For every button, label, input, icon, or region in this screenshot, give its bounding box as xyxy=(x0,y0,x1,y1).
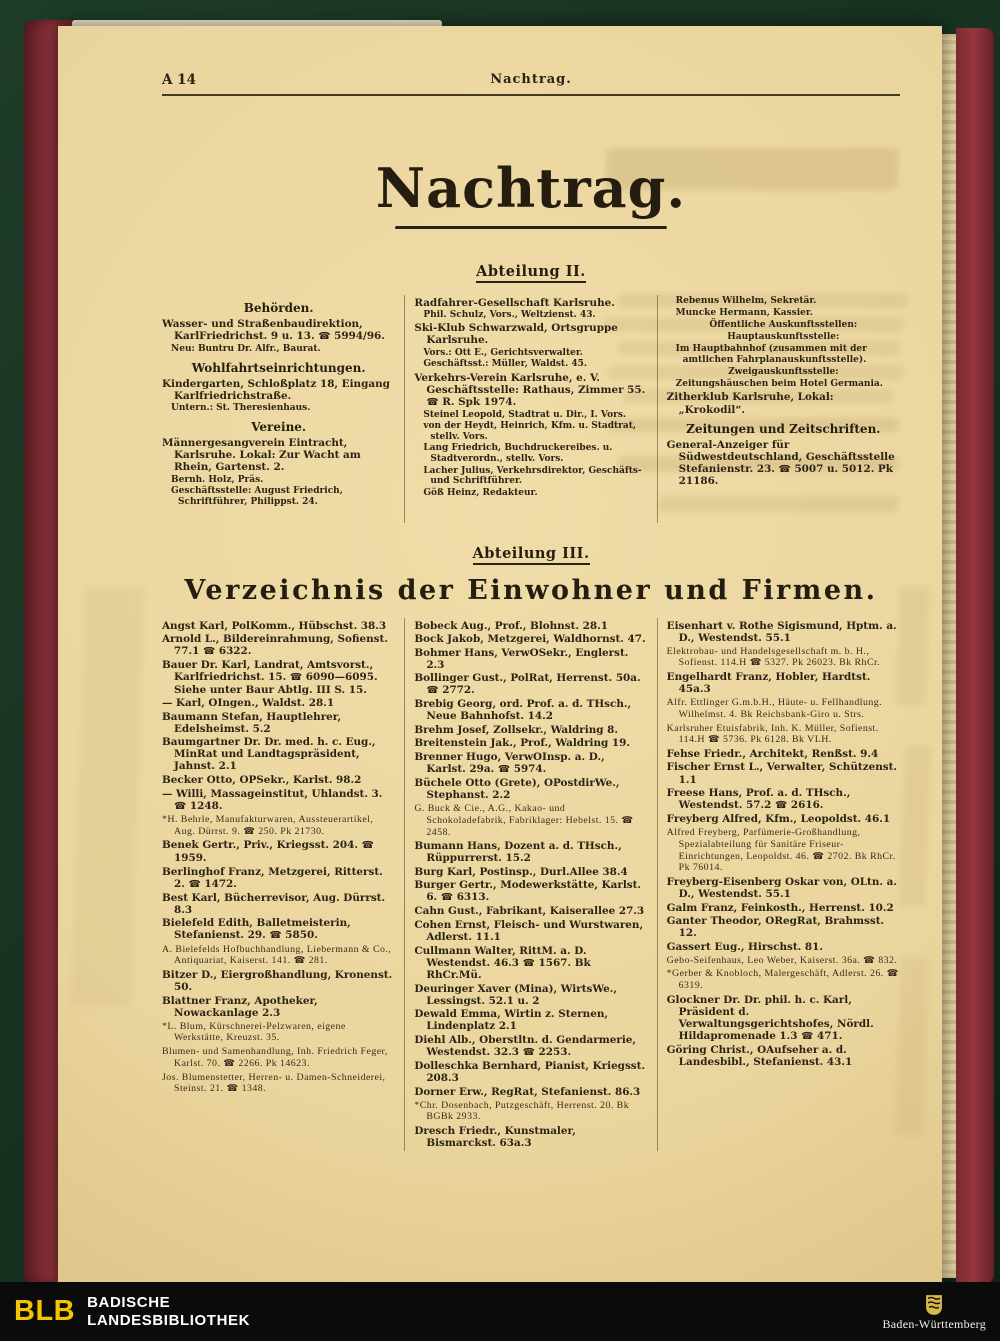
phone-icon: ☎ xyxy=(621,814,634,826)
section-3-column-3 xyxy=(657,618,900,1151)
column-heading: Wohlfahrtseinrichtungen. xyxy=(191,360,366,375)
directory-entry: Arnold L., Bildereinrahmung, Sofienst. 77.1 ☎ 6322. xyxy=(162,633,388,658)
running-head: Nachtrag. xyxy=(490,72,572,87)
directory-entry: Fischer Ernst L., Verwalter, Schützenst. 1.1 xyxy=(666,761,898,786)
phone-icon: ☎ xyxy=(863,954,876,966)
page-header xyxy=(162,72,900,90)
directory-entry: Freyberg Alfred, Kfm., Leopoldst. 46.1 xyxy=(666,813,891,826)
directory-entry: Breitenstein Jak., Prof., Waldring 19. xyxy=(414,737,631,750)
directory-entry: Zeitungshäuschen beim Hotel Germania. xyxy=(675,379,883,390)
directory-entry: Burg Karl, Postinsp., Durl.Allee 38.4 xyxy=(414,865,628,878)
section-3-heading-row xyxy=(162,543,900,565)
directory-entry: Galm Franz, Feinkosth., Herrenst. 10.2 xyxy=(666,901,894,914)
library-banner xyxy=(0,1282,1000,1341)
blb-logo: BLB xyxy=(14,1295,76,1327)
directory-entry: Becker Otto, OPSekr., Karlst. 98.2 xyxy=(162,774,362,787)
coat-of-arms-icon xyxy=(924,1293,944,1317)
directory-entry: Bernh. Holz, Präs. xyxy=(171,474,264,485)
directory-entry: Brebig Georg, ord. Prof. a. d. THsch., Neue Bahnhofst. 14.2 xyxy=(414,698,632,723)
directory-entry: Engelhardt Franz, Hobler, Hardtst. 45a.3 xyxy=(666,671,871,696)
state-name: Baden-Württemberg xyxy=(882,1317,986,1331)
phone-icon: ☎ xyxy=(497,764,511,776)
phone-icon: ☎ xyxy=(440,892,454,904)
section-3-columns xyxy=(162,618,900,1151)
phone-icon: ☎ xyxy=(801,1031,814,1043)
directory-entry: Dewald Emma, Wirtin z. Sternen, Lindenplatz 2.1 xyxy=(414,1008,609,1033)
directory-entry: Vors.: Ott E., Gerichtsverwalter. xyxy=(423,347,583,358)
directory-entry: Alfred Freyberg, Parfümerie-Großhandlung, Spezialabteilung für Sanitäre Friseur-Einrichtungen, Leopoldst. 46. ☎ 2702. Bk RhCr. Pk 76014. xyxy=(666,827,896,874)
directory-entry: Neu: Buntru Dr. Alfr., Baurat. xyxy=(171,344,321,355)
directory-entry: Männergesangverein Eintracht, Karlsruhe. Lokal: Zur Wacht am Rhein, Gartenst. 2. xyxy=(162,436,361,473)
phone-icon: ☎ xyxy=(812,850,825,862)
directory-entry: Dorner Erw., RegRat, Stefanienst. 86.3 xyxy=(414,1085,641,1098)
directory-entry: Angst Karl, PolKomm., Hübschst. 38.3 xyxy=(162,619,387,632)
directory-entry: Geschäftsstelle: August Friedrich, Schriftführer, Philippst. 24. xyxy=(171,486,343,507)
directory-entry: Brenner Hugo, VerwOInsp. a. D., Karlst. 29a. ☎ 5974. xyxy=(414,751,605,776)
directory-entry: Göß Heinz, Redakteur. xyxy=(423,487,538,498)
directory-entry: Baumann Stefan, Hauptlehrer, Edelsheimst. 5.2 xyxy=(162,710,342,735)
book-cover-edge xyxy=(956,28,994,1284)
phone-icon: ☎ xyxy=(886,968,899,980)
directory-entry: Bumann Hans, Dozent a. d. THsch., Rüppurrerst. 15.2 xyxy=(414,840,622,865)
column-heading: Behörden. xyxy=(243,301,314,315)
directory-entry: Dolleschka Bernhard, Pianist, Kriegsst. 208.3 xyxy=(414,1059,646,1085)
section-3-column-1 xyxy=(162,618,404,1151)
directory-entry: Deuringer Xaver (Mina), WirtsWe., Lessingst. 52.1 u. 2 xyxy=(414,982,618,1007)
page-title: Nachtrag. xyxy=(375,155,687,220)
column-heading: Zeitungen und Zeitschriften. xyxy=(686,421,881,436)
phone-icon: ☎ xyxy=(522,1047,535,1058)
directory-entry: Cullmann Walter, RittM. a. D. Westendst. 46.3 ☎ 1567. Bk RhCr.Mü. xyxy=(414,944,591,982)
directory-entry: Bielefeld Edith, Balletmeisterin, Stefanienst. 29. ☎ 5850. xyxy=(162,917,351,942)
phone-icon: ☎ xyxy=(707,734,721,746)
directory-entry: Bock Jakob, Metzgerei, Waldhornst. 47. xyxy=(414,633,646,646)
directory-entry: Bollinger Gust., PolRat, Herrenst. 50a. ☎ 2772. xyxy=(414,672,641,697)
directory-entry: Elektrobau- und Handelsgesellschaft m. b. H., Sofienst. 114.H ☎ 5327. Pk 26023. Bk RhCr. xyxy=(666,645,881,669)
directory-entry: Göring Christ., OAufseher a. d. Landesbibl., Stefanienst. 43.1 xyxy=(666,1043,853,1069)
directory-entry: Blattner Franz, Apotheker, Nowackanlage 2.3 xyxy=(162,994,318,1019)
library-name-line1: BADISCHE xyxy=(87,1293,171,1311)
directory-entry: G. Buck & Cie., A.G., Kakao- und Schokoladefabrik, Fabriklager: Hebelst. 15. ☎ 2458. xyxy=(414,803,634,838)
directory-entry: Wasser- und Straßenbaudirektion, KarlFriedrichst. 9 u. 13. ☎ 5994/96. xyxy=(162,318,385,343)
directory-entry: Lacher Julius, Verkehrsdirektor, Geschäfts- und Schriftführer. xyxy=(423,465,642,487)
phone-icon: ☎ xyxy=(778,463,791,475)
directory-entry: Kindergarten, Schloßplatz 18, Eingang Karlfriedrichstraße. xyxy=(162,377,390,402)
directory-entry: Gassert Eug., Hirschst. 81. xyxy=(666,940,823,953)
phone-icon: ☎ xyxy=(226,1083,239,1095)
directory-entry: Freyberg-Eisenberg Oskar von, OLtn. a. D., Westendst. 55.1 xyxy=(666,875,897,900)
directory-entry: Ski-Klub Schwarzwald, Ortsgruppe Karlsruhe. xyxy=(414,322,618,347)
directory-entry: Blumen- und Samenhandlung, Inh. Friedrich Feger, Karlst. 70. ☎ 2266. Pk 14623. xyxy=(162,1046,388,1069)
section-2-column-2 xyxy=(404,295,656,523)
directory-entry: Burger Gertr., Modewerkstätte, Karlst. 6. ☎ 6313. xyxy=(414,879,642,904)
section-2-column-1 xyxy=(162,295,404,523)
directory-entry: Cohen Ernst, Fleisch- und Wurstwaren, Adlerst. 11.1 xyxy=(414,918,644,944)
phone-icon: ☎ xyxy=(426,685,439,697)
directory-entry: Bitzer D., Eiergroßhandlung, Kronenst. 50. xyxy=(162,969,393,994)
section-2-columns xyxy=(162,295,900,523)
phone-icon: ☎ xyxy=(188,878,201,890)
directory-entry: Fehse Friedr., Architekt, Renßst. 9.4 xyxy=(666,747,879,760)
directory-entry: Brehm Josef, Zollsekr., Waldring 8. xyxy=(414,723,619,736)
directory-entry: Benek Gertr., Priv., Kriegsst. 204. ☎ 1959. xyxy=(162,839,374,864)
directory-entry: — Karl, OIngen., Waldst. 28.1 xyxy=(162,697,335,710)
directory-entry: Rebenus Wilhelm, Sekretär. xyxy=(675,296,817,306)
directory-entry: Zitherklub Karlsruhe, Lokal: „Krokodil“. xyxy=(666,391,834,416)
directory-entry: *L. Blum, Kürschnerei-Pelzwaren, eigene Werkstätte, Kreuzst. 35. xyxy=(162,1020,346,1044)
page-content xyxy=(58,26,942,1151)
directory-entry: Büchele Otto (Grete), OPostdirWe., Stephanst. 2.2 xyxy=(414,777,620,802)
directory-entry: Alfr. Ettlinger G.m.b.H., Häute- u. Fellhandlung. Wilhelmst. 4. Bk Reichsbank-Giro u. Strs. xyxy=(666,697,883,720)
directory-entry: General-Anzeiger für Südwestdeutschland, Geschäftsstelle Stefanienstr. 23. ☎ 5007 u. 5012. Pk 21186. xyxy=(666,438,895,488)
section-2-heading-row xyxy=(162,261,900,283)
library-name-line2: LANDESBIBLIOTHEK xyxy=(87,1311,251,1329)
header-rule xyxy=(162,94,900,96)
phone-icon: ☎ xyxy=(243,825,256,837)
phone-icon: ☎ xyxy=(269,930,282,942)
directory-entry: Muncke Hermann, Kassier. xyxy=(675,307,813,318)
section-3-column-2 xyxy=(404,618,656,1151)
directory-entry: *Gerber & Knobloch, Malergeschäft, Adlerst. 26. ☎ 6319. xyxy=(666,968,899,992)
directory-entry: Gebo-Seifenhaus, Leo Weber, Kaiserst. 36a. ☎ 832. xyxy=(666,954,898,966)
directory-entry: Bobeck Aug., Prof., Blohnst. 28.1 xyxy=(414,619,608,632)
directory-entry: Steinel Leopold, Stadtrat u. Dir., I. Vors. xyxy=(423,409,627,420)
directory-entry: Cahn Gust., Fabrikant, Kaiserallee 27.3 xyxy=(414,905,645,918)
phone-icon: ☎ xyxy=(293,955,306,967)
phone-icon: ☎ xyxy=(318,331,331,343)
directory-entry: Zweigauskunftsstelle: xyxy=(728,367,839,378)
directory-entry: Lang Friedrich, Buchdruckereibes. u. Stadtverordn., stellv. Vors. xyxy=(423,443,613,465)
directory-entry: Ganter Theodor, ORegRat, Brahmsst. 12. xyxy=(666,915,885,940)
directory-entry: Berlinghof Franz, Metzgerei, Ritterst. 2. ☎ 1472. xyxy=(162,865,383,890)
directory-entry: Verkehrs-Verein Karlsruhe, e. V. Geschäftsstelle: Rathaus, Zimmer 55. ☎ R. Spk 1974. xyxy=(414,371,646,408)
directory-entry: Freese Hans, Prof. a. d. THsch., Westendst. 57.2 ☎ 2616. xyxy=(666,787,851,812)
directory-entry: — Willi, Massageinstitut, Uhlandst. 3. ☎ 1248. xyxy=(162,787,383,812)
directory-entry: Öffentliche Auskunftsstellen: xyxy=(709,319,858,330)
directory-entry: Im Hauptbahnhof (zusammen mit der amtlichen Fahrplanauskunftsstelle). xyxy=(675,344,867,365)
phone-icon: ☎ xyxy=(202,646,216,658)
directory-entry: Geschäftsst.: Müller, Waldst. 45. xyxy=(423,359,588,370)
state-branding xyxy=(882,1293,986,1330)
folio-number: A 14 xyxy=(162,72,196,88)
section-2-heading: Abteilung II. xyxy=(476,263,586,283)
phone-icon: ☎ xyxy=(426,396,439,408)
directory-entry: Glockner Dr. Dr. phil. h. c. Karl, Präsident d. Verwaltungsgerichtshofes, Nördl. Hildapromenade 1.3 ☎ 471. xyxy=(666,993,874,1043)
directory-entry: Diehl Alb., Oberstltn. d. Gendarmerie, Westendst. 32.3 ☎ 2253. xyxy=(414,1033,636,1058)
directory-entry: Baumgartner Dr. Dr. med. h. c. Eug., MinRat und Landtagspräsident, Jahnst. 2.1 xyxy=(162,736,376,773)
directory-entry: Jos. Blumenstetter, Herren- u. Damen-Schneiderei, Steinst. 21. ☎ 1348. xyxy=(162,1071,386,1095)
directory-entry: Karlsruher Etuisfabrik, Inh. K. Müller, Sofienst. 114.H ☎ 5736. Pk 6128. Bk VLH. xyxy=(666,722,879,746)
directory-entry: Bohmer Hans, VerwOSekr., Englerst. 2.3 xyxy=(414,646,629,671)
directory-entry: Phil. Schulz, Vors., Weltzienst. 43. xyxy=(423,310,596,321)
directory-entry: Radfahrer-Gesellschaft Karlsruhe. xyxy=(414,296,615,309)
column-heading: Vereine. xyxy=(251,419,307,434)
library-name xyxy=(87,1294,250,1330)
directory-entry: Dresch Friedr., Kunstmaler, Bismarckst. 63a.3 xyxy=(414,1125,576,1150)
directory-entry: *Chr. Dosenbach, Putzgeschäft, Herrenst. 20. Bk BGBk 2933. xyxy=(414,1099,630,1123)
phone-icon: ☎ xyxy=(749,657,762,669)
directory-entry: *H. Behrle, Manufakturwaren, Aussteuerartikel, Aug. Dürrst. 9. ☎ 250. Pk 21730. xyxy=(162,814,374,837)
section-2-column-3 xyxy=(657,295,900,523)
section-3-heading: Abteilung III. xyxy=(473,545,590,565)
phone-icon: ☎ xyxy=(522,957,535,969)
phone-icon: ☎ xyxy=(289,672,303,684)
phone-icon: ☎ xyxy=(174,800,187,812)
directory-entry: von der Heydt, Heinrich, Kfm. u. Stadtrat, stellv. Vors. xyxy=(423,421,637,442)
directory-entry: Hauptauskunftsstelle: xyxy=(727,332,840,343)
directory-entry: Untern.: St. Theresienhaus. xyxy=(171,403,311,414)
phone-icon: ☎ xyxy=(774,800,788,812)
directory-entry: Eisenhart v. Rothe Sigismund, Hptm. a. D., Westendst. 55.1 xyxy=(666,619,897,644)
book-page xyxy=(58,26,942,1284)
section-3-subtitle: Verzeichnis der Einwohner und Firmen. xyxy=(184,575,878,606)
phone-icon: ☎ xyxy=(223,1057,236,1069)
title-underline xyxy=(395,226,667,230)
directory-entry: Bauer Dr. Karl, Landrat, Amtsvorst., Karlfriedrichst. 15. ☎ 6090—6095. Siehe unter Baur Abtlg. III S. 15. xyxy=(162,659,378,696)
phone-icon: ☎ xyxy=(361,840,374,852)
directory-entry: Best Karl, Bücherrevisor, Aug. Dürrst. 8.3 xyxy=(162,891,386,916)
directory-entry: A. Bielefelds Hofbuchhandlung, Liebermann & Co., Antiquariat, Kaiserst. 141. ☎ 281. xyxy=(162,943,392,967)
